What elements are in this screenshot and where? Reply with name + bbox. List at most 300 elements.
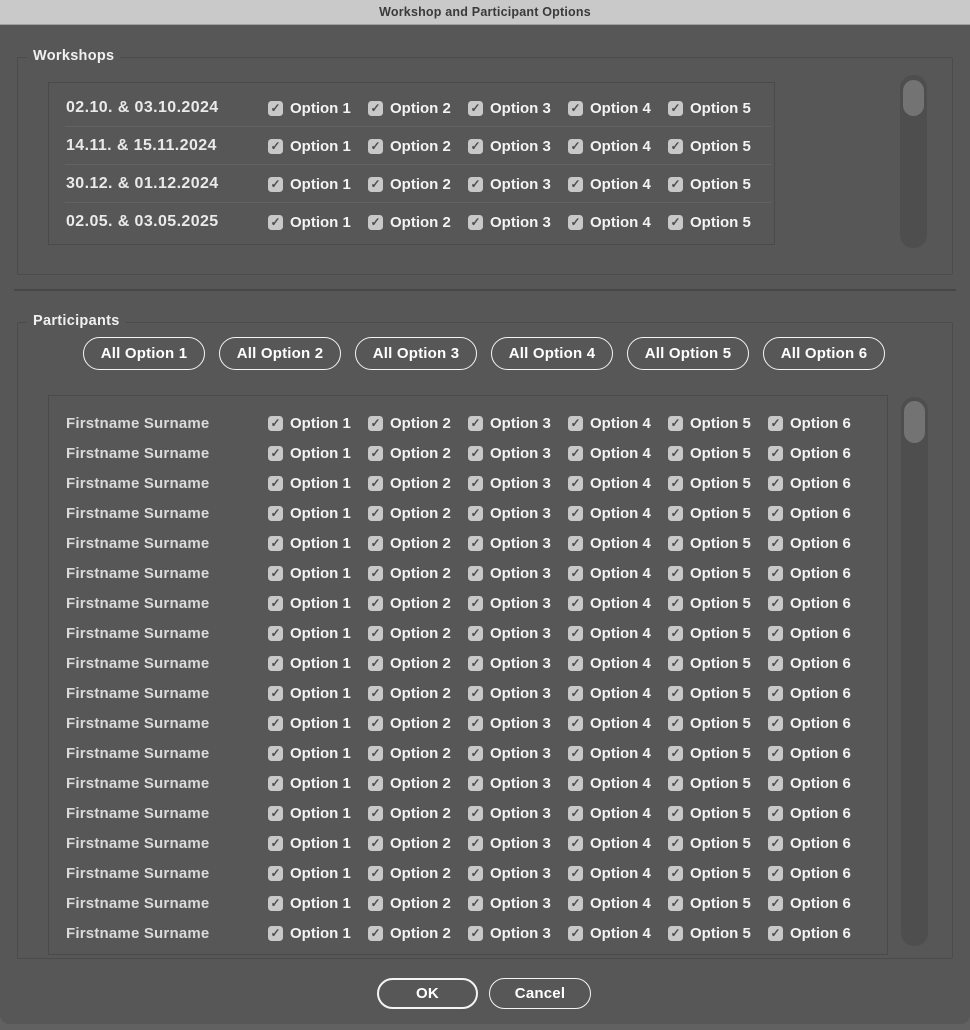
option-checkbox-item[interactable] xyxy=(268,925,368,942)
option-checkbox-item[interactable] xyxy=(268,505,368,522)
checkbox-checked-icon[interactable]: ✓ xyxy=(468,746,483,761)
checkbox-checked-icon[interactable]: ✓ xyxy=(468,806,483,821)
checkbox-checked-icon[interactable]: ✓ xyxy=(568,596,583,611)
option-checkbox-item[interactable] xyxy=(568,625,668,642)
checkbox-checked-icon[interactable]: ✓ xyxy=(268,476,283,491)
option-checkbox-item[interactable] xyxy=(468,625,568,642)
option-label: Option 1 xyxy=(290,564,351,582)
option-checkbox-item[interactable] xyxy=(368,895,468,912)
checkbox-checked-icon[interactable]: ✓ xyxy=(568,626,583,641)
checkbox-checked-icon[interactable]: ✓ xyxy=(368,596,383,611)
checkbox-checked-icon[interactable]: ✓ xyxy=(268,806,283,821)
checkbox-checked-icon[interactable]: ✓ xyxy=(468,626,483,641)
option-checkbox-item[interactable] xyxy=(268,415,368,432)
checkbox-checked-icon[interactable]: ✓ xyxy=(468,566,483,581)
option-checkbox-item[interactable] xyxy=(568,865,668,882)
checkbox-checked-icon[interactable]: ✓ xyxy=(468,101,483,116)
checkbox-checked-icon[interactable]: ✓ xyxy=(568,139,583,154)
option-checkbox-item[interactable] xyxy=(568,685,668,702)
checkbox-checked-icon[interactable]: ✓ xyxy=(668,177,683,192)
checkbox-checked-icon[interactable]: ✓ xyxy=(768,506,783,521)
option-label: Option 6 xyxy=(790,414,851,432)
participant-row xyxy=(49,858,887,888)
option-checkbox-item[interactable] xyxy=(268,475,368,492)
option-checkbox-item[interactable] xyxy=(668,925,768,942)
option-checkbox-item[interactable] xyxy=(368,176,468,193)
checkbox-checked-icon[interactable]: ✓ xyxy=(668,896,683,911)
option-checkbox-item[interactable] xyxy=(468,415,568,432)
checkbox-checked-icon[interactable]: ✓ xyxy=(568,566,583,581)
checkbox-checked-icon[interactable]: ✓ xyxy=(368,101,383,116)
all-option-button[interactable]: All Option 6 xyxy=(763,337,885,370)
checkbox-checked-icon[interactable]: ✓ xyxy=(368,896,383,911)
checkbox-checked-icon[interactable]: ✓ xyxy=(368,686,383,701)
option-checkbox-item[interactable] xyxy=(768,865,868,882)
checkbox-checked-icon[interactable]: ✓ xyxy=(768,566,783,581)
option-checkbox-item[interactable] xyxy=(268,685,368,702)
option-checkbox-item[interactable] xyxy=(368,415,468,432)
option-checkbox-item[interactable] xyxy=(568,775,668,792)
checkbox-checked-icon[interactable]: ✓ xyxy=(468,177,483,192)
option-checkbox-item[interactable] xyxy=(368,685,468,702)
checkbox-checked-icon[interactable]: ✓ xyxy=(668,536,683,551)
option-checkbox-item[interactable] xyxy=(468,595,568,612)
checkbox-checked-icon[interactable]: ✓ xyxy=(268,416,283,431)
checkbox-checked-icon[interactable]: ✓ xyxy=(568,177,583,192)
option-label: Option 5 xyxy=(690,774,751,792)
option-checkbox-item[interactable] xyxy=(568,100,668,117)
option-checkbox-item[interactable] xyxy=(268,865,368,882)
checkbox-checked-icon[interactable]: ✓ xyxy=(268,836,283,851)
option-checkbox-item[interactable] xyxy=(568,595,668,612)
option-checkbox-item[interactable] xyxy=(668,715,768,732)
checkbox-checked-icon[interactable]: ✓ xyxy=(368,716,383,731)
checkbox-checked-icon[interactable]: ✓ xyxy=(668,596,683,611)
checkbox-checked-icon[interactable]: ✓ xyxy=(668,686,683,701)
option-checkbox-item[interactable] xyxy=(368,865,468,882)
checkbox-checked-icon[interactable]: ✓ xyxy=(568,476,583,491)
option-checkbox-item[interactable] xyxy=(568,505,668,522)
checkbox-checked-icon[interactable]: ✓ xyxy=(368,776,383,791)
checkbox-checked-icon[interactable]: ✓ xyxy=(368,446,383,461)
checkbox-checked-icon[interactable]: ✓ xyxy=(368,866,383,881)
checkbox-checked-icon[interactable]: ✓ xyxy=(668,806,683,821)
checkbox-checked-icon[interactable]: ✓ xyxy=(468,716,483,731)
all-option-button[interactable]: All Option 2 xyxy=(219,337,341,370)
option-checkbox-item[interactable] xyxy=(668,865,768,882)
checkbox-checked-icon[interactable]: ✓ xyxy=(668,416,683,431)
option-checkbox-item[interactable] xyxy=(368,565,468,582)
checkbox-checked-icon[interactable]: ✓ xyxy=(268,746,283,761)
checkbox-checked-icon[interactable]: ✓ xyxy=(768,686,783,701)
checkbox-checked-icon[interactable]: ✓ xyxy=(368,566,383,581)
option-checkbox-item[interactable] xyxy=(668,745,768,762)
option-checkbox-item[interactable] xyxy=(568,535,668,552)
option-checkbox-item[interactable] xyxy=(368,595,468,612)
option-checkbox-item[interactable] xyxy=(668,595,768,612)
option-checkbox-item[interactable] xyxy=(668,565,768,582)
option-label: Option 1 xyxy=(290,175,351,193)
option-label: Option 1 xyxy=(290,504,351,522)
checkbox-checked-icon[interactable]: ✓ xyxy=(368,926,383,941)
option-checkbox-item[interactable] xyxy=(268,745,368,762)
participant-row xyxy=(49,648,887,678)
checkbox-checked-icon[interactable]: ✓ xyxy=(268,686,283,701)
checkbox-checked-icon[interactable]: ✓ xyxy=(568,836,583,851)
option-checkbox-item[interactable] xyxy=(468,865,568,882)
option-checkbox-item[interactable] xyxy=(468,138,568,155)
checkbox-checked-icon[interactable]: ✓ xyxy=(368,746,383,761)
checkbox-checked-icon[interactable]: ✓ xyxy=(668,776,683,791)
checkbox-checked-icon[interactable]: ✓ xyxy=(268,716,283,731)
option-checkbox-item[interactable] xyxy=(268,805,368,822)
option-checkbox-item[interactable] xyxy=(668,895,768,912)
all-option-button[interactable]: All Option 4 xyxy=(491,337,613,370)
checkbox-checked-icon[interactable]: ✓ xyxy=(268,656,283,671)
option-checkbox-item[interactable] xyxy=(368,535,468,552)
option-checkbox-item[interactable] xyxy=(268,775,368,792)
checkbox-checked-icon[interactable]: ✓ xyxy=(768,656,783,671)
checkbox-checked-icon[interactable]: ✓ xyxy=(368,656,383,671)
checkbox-checked-icon[interactable]: ✓ xyxy=(768,416,783,431)
option-label: Option 1 xyxy=(290,444,351,462)
checkbox-checked-icon[interactable]: ✓ xyxy=(668,866,683,881)
checkbox-checked-icon[interactable]: ✓ xyxy=(468,215,483,230)
workshop-date: 02.10. & 03.10.2024 xyxy=(66,99,219,116)
option-checkbox-item[interactable] xyxy=(468,445,568,462)
checkbox-checked-icon[interactable]: ✓ xyxy=(468,896,483,911)
option-checkbox-item[interactable] xyxy=(268,214,368,231)
checkbox-checked-icon[interactable]: ✓ xyxy=(768,476,783,491)
checkbox-checked-icon[interactable]: ✓ xyxy=(568,806,583,821)
checkbox-checked-icon[interactable]: ✓ xyxy=(568,776,583,791)
option-label: Option 6 xyxy=(790,684,851,702)
option-checkbox-item[interactable] xyxy=(468,775,568,792)
checkbox-checked-icon[interactable]: ✓ xyxy=(268,866,283,881)
checkbox-checked-icon[interactable]: ✓ xyxy=(368,177,383,192)
participant-row xyxy=(49,468,887,498)
option-checkbox-item[interactable] xyxy=(468,685,568,702)
option-checkbox-item[interactable] xyxy=(468,475,568,492)
participant-row xyxy=(49,888,887,918)
option-checkbox-item[interactable] xyxy=(768,595,868,612)
checkbox-checked-icon[interactable]: ✓ xyxy=(668,746,683,761)
checkbox-checked-icon[interactable]: ✓ xyxy=(568,716,583,731)
checkbox-checked-icon[interactable]: ✓ xyxy=(268,896,283,911)
option-checkbox-item[interactable] xyxy=(568,925,668,942)
option-checkbox-item[interactable] xyxy=(668,775,768,792)
option-label: Option 6 xyxy=(790,864,851,882)
checkbox-checked-icon[interactable]: ✓ xyxy=(268,926,283,941)
option-checkbox-item[interactable] xyxy=(368,445,468,462)
checkbox-checked-icon[interactable]: ✓ xyxy=(368,139,383,154)
option-checkbox-item[interactable] xyxy=(768,475,868,492)
option-checkbox-item[interactable] xyxy=(368,745,468,762)
option-checkbox-item[interactable] xyxy=(468,715,568,732)
cancel-button[interactable]: Cancel xyxy=(489,978,591,1009)
checkbox-checked-icon[interactable]: ✓ xyxy=(368,215,383,230)
checkbox-checked-icon[interactable]: ✓ xyxy=(368,476,383,491)
option-label: Option 2 xyxy=(390,99,451,117)
checkbox-checked-icon[interactable]: ✓ xyxy=(768,446,783,461)
option-checkbox-item[interactable] xyxy=(468,805,568,822)
checkbox-checked-icon[interactable]: ✓ xyxy=(368,836,383,851)
option-label: Option 6 xyxy=(790,594,851,612)
option-checkbox-item[interactable] xyxy=(468,176,568,193)
option-checkbox-item[interactable] xyxy=(268,138,368,155)
option-checkbox-item[interactable] xyxy=(368,138,468,155)
option-checkbox-item[interactable] xyxy=(568,745,668,762)
checkbox-checked-icon[interactable]: ✓ xyxy=(268,177,283,192)
ok-button[interactable]: OK xyxy=(377,978,478,1009)
option-checkbox-item[interactable] xyxy=(268,655,368,672)
checkbox-checked-icon[interactable]: ✓ xyxy=(768,716,783,731)
option-checkbox-item[interactable] xyxy=(568,445,668,462)
option-checkbox-item[interactable] xyxy=(368,925,468,942)
titlebar xyxy=(0,0,970,25)
option-checkbox-item[interactable] xyxy=(668,176,768,193)
option-checkbox-item[interactable] xyxy=(468,895,568,912)
option-checkbox-item[interactable] xyxy=(468,100,568,117)
option-label: Option 4 xyxy=(590,137,651,155)
option-checkbox-item[interactable] xyxy=(768,745,868,762)
option-checkbox-item[interactable] xyxy=(568,715,668,732)
participant-name: Firstname Surname xyxy=(66,774,210,792)
option-checkbox-item[interactable] xyxy=(368,835,468,852)
checkbox-checked-icon[interactable]: ✓ xyxy=(568,506,583,521)
option-label: Option 5 xyxy=(690,213,751,231)
option-checkbox-item[interactable] xyxy=(668,835,768,852)
option-checkbox-item[interactable] xyxy=(468,505,568,522)
option-checkbox-item[interactable] xyxy=(268,895,368,912)
option-checkbox-item[interactable] xyxy=(568,565,668,582)
workshop-row xyxy=(49,127,774,165)
checkbox-checked-icon[interactable]: ✓ xyxy=(768,926,783,941)
checkbox-checked-icon[interactable]: ✓ xyxy=(468,596,483,611)
checkbox-checked-icon[interactable]: ✓ xyxy=(268,506,283,521)
option-checkbox-item[interactable] xyxy=(668,415,768,432)
participants-scrollbar-track[interactable] xyxy=(901,397,928,946)
checkbox-checked-icon[interactable]: ✓ xyxy=(468,686,483,701)
checkbox-checked-icon[interactable]: ✓ xyxy=(568,866,583,881)
option-checkbox-item[interactable] xyxy=(768,415,868,432)
checkbox-checked-icon[interactable]: ✓ xyxy=(668,926,683,941)
option-checkbox-item[interactable] xyxy=(368,655,468,672)
option-checkbox-item[interactable] xyxy=(768,655,868,672)
option-checkbox-item[interactable] xyxy=(768,715,868,732)
option-checkbox-item[interactable] xyxy=(768,895,868,912)
option-checkbox-item[interactable] xyxy=(368,715,468,732)
option-checkbox-item[interactable] xyxy=(668,445,768,462)
checkbox-checked-icon[interactable]: ✓ xyxy=(268,446,283,461)
option-checkbox-item[interactable] xyxy=(468,214,568,231)
option-checkbox-item[interactable] xyxy=(568,895,668,912)
option-label: Option 1 xyxy=(290,714,351,732)
option-checkbox-item[interactable] xyxy=(268,445,368,462)
checkbox-checked-icon[interactable]: ✓ xyxy=(568,896,583,911)
workshops-scrollbar-thumb[interactable] xyxy=(903,80,924,116)
checkbox-checked-icon[interactable]: ✓ xyxy=(468,446,483,461)
option-checkbox-item[interactable] xyxy=(668,805,768,822)
option-checkbox-item[interactable] xyxy=(768,685,868,702)
option-checkbox-item[interactable] xyxy=(568,475,668,492)
checkbox-checked-icon[interactable]: ✓ xyxy=(368,416,383,431)
option-checkbox-item[interactable] xyxy=(568,138,668,155)
option-checkbox-item[interactable] xyxy=(668,685,768,702)
checkbox-checked-icon[interactable]: ✓ xyxy=(468,866,483,881)
checkbox-checked-icon[interactable]: ✓ xyxy=(468,776,483,791)
checkbox-checked-icon[interactable]: ✓ xyxy=(368,626,383,641)
option-checkbox-item[interactable] xyxy=(668,535,768,552)
checkbox-checked-icon[interactable]: ✓ xyxy=(668,446,683,461)
option-label: Option 1 xyxy=(290,774,351,792)
checkbox-checked-icon[interactable]: ✓ xyxy=(768,536,783,551)
option-label: Option 4 xyxy=(590,444,651,462)
option-checkbox-item[interactable] xyxy=(368,625,468,642)
checkbox-checked-icon[interactable]: ✓ xyxy=(268,566,283,581)
option-checkbox-item[interactable] xyxy=(668,655,768,672)
checkbox-checked-icon[interactable]: ✓ xyxy=(768,746,783,761)
option-checkbox-item[interactable] xyxy=(568,805,668,822)
option-checkbox-item[interactable] xyxy=(368,100,468,117)
all-option-button[interactable]: All Option 5 xyxy=(627,337,749,370)
checkbox-checked-icon[interactable]: ✓ xyxy=(668,476,683,491)
checkbox-checked-icon[interactable]: ✓ xyxy=(468,536,483,551)
option-checkbox-item[interactable] xyxy=(268,100,368,117)
option-checkbox-item[interactable] xyxy=(368,805,468,822)
checkbox-checked-icon[interactable]: ✓ xyxy=(668,836,683,851)
option-checkbox-item[interactable] xyxy=(768,565,868,582)
checkbox-checked-icon[interactable]: ✓ xyxy=(668,101,683,116)
checkbox-checked-icon[interactable]: ✓ xyxy=(768,806,783,821)
option-label: Option 4 xyxy=(590,654,651,672)
checkbox-checked-icon[interactable]: ✓ xyxy=(568,416,583,431)
checkbox-checked-icon[interactable]: ✓ xyxy=(268,626,283,641)
option-checkbox-item[interactable] xyxy=(268,835,368,852)
checkbox-checked-icon[interactable]: ✓ xyxy=(368,536,383,551)
participants-scrollbar-thumb[interactable] xyxy=(904,401,925,443)
option-checkbox-item[interactable] xyxy=(768,775,868,792)
checkbox-checked-icon[interactable]: ✓ xyxy=(568,926,583,941)
option-checkbox-item[interactable] xyxy=(468,745,568,762)
option-label: Option 4 xyxy=(590,864,651,882)
option-checkbox-item[interactable] xyxy=(368,214,468,231)
option-checkbox-item[interactable] xyxy=(468,655,568,672)
option-checkbox-item[interactable] xyxy=(468,835,568,852)
checkbox-checked-icon[interactable]: ✓ xyxy=(568,446,583,461)
option-checkbox-item[interactable] xyxy=(568,415,668,432)
option-checkbox-item[interactable] xyxy=(268,535,368,552)
option-checkbox-item[interactable] xyxy=(668,475,768,492)
option-checkbox-item[interactable] xyxy=(768,805,868,822)
participant-name: Firstname Surname xyxy=(66,414,210,432)
option-checkbox-item[interactable] xyxy=(768,835,868,852)
checkbox-checked-icon[interactable]: ✓ xyxy=(568,215,583,230)
checkbox-checked-icon[interactable]: ✓ xyxy=(768,866,783,881)
checkbox-checked-icon[interactable]: ✓ xyxy=(268,215,283,230)
checkbox-checked-icon[interactable]: ✓ xyxy=(568,746,583,761)
option-checkbox-item[interactable] xyxy=(268,176,368,193)
checkbox-checked-icon[interactable]: ✓ xyxy=(468,416,483,431)
option-checkbox-item[interactable] xyxy=(368,475,468,492)
checkbox-checked-icon[interactable]: ✓ xyxy=(768,776,783,791)
option-label: Option 3 xyxy=(490,654,551,672)
checkbox-checked-icon[interactable]: ✓ xyxy=(668,506,683,521)
option-label: Option 5 xyxy=(690,804,751,822)
option-checkbox-item[interactable] xyxy=(668,138,768,155)
option-checkbox-item[interactable] xyxy=(768,445,868,462)
checkbox-checked-icon[interactable]: ✓ xyxy=(768,836,783,851)
option-checkbox-item[interactable] xyxy=(768,535,868,552)
checkbox-checked-icon[interactable]: ✓ xyxy=(768,596,783,611)
option-checkbox-item[interactable] xyxy=(268,715,368,732)
option-checkbox-item[interactable] xyxy=(768,625,868,642)
checkbox-checked-icon[interactable]: ✓ xyxy=(668,716,683,731)
checkbox-checked-icon[interactable]: ✓ xyxy=(668,139,683,154)
all-option-button[interactable]: All Option 1 xyxy=(83,337,205,370)
checkbox-checked-icon[interactable]: ✓ xyxy=(468,139,483,154)
option-label: Option 3 xyxy=(490,744,551,762)
option-checkbox-item[interactable] xyxy=(568,214,668,231)
option-checkbox-item[interactable] xyxy=(268,565,368,582)
option-checkbox-item[interactable] xyxy=(368,775,468,792)
checkbox-checked-icon[interactable]: ✓ xyxy=(568,656,583,671)
checkbox-checked-icon[interactable]: ✓ xyxy=(668,566,683,581)
checkbox-checked-icon[interactable]: ✓ xyxy=(668,656,683,671)
checkbox-checked-icon[interactable]: ✓ xyxy=(468,836,483,851)
checkbox-checked-icon[interactable]: ✓ xyxy=(468,656,483,671)
checkbox-checked-icon[interactable]: ✓ xyxy=(468,476,483,491)
option-checkbox-item[interactable] xyxy=(668,625,768,642)
option-label: Option 2 xyxy=(390,444,451,462)
checkbox-checked-icon[interactable]: ✓ xyxy=(468,506,483,521)
checkbox-checked-icon[interactable]: ✓ xyxy=(768,626,783,641)
checkbox-checked-icon[interactable]: ✓ xyxy=(668,626,683,641)
checkbox-checked-icon[interactable]: ✓ xyxy=(268,596,283,611)
option-checkbox-item[interactable] xyxy=(268,625,368,642)
participant-name: Firstname Surname xyxy=(66,504,210,522)
checkbox-checked-icon[interactable]: ✓ xyxy=(368,506,383,521)
checkbox-checked-icon[interactable]: ✓ xyxy=(268,101,283,116)
participant-row xyxy=(49,438,887,468)
option-checkbox-item[interactable] xyxy=(668,505,768,522)
option-checkbox-item[interactable] xyxy=(568,655,668,672)
checkbox-checked-icon[interactable]: ✓ xyxy=(368,806,383,821)
checkbox-checked-icon[interactable]: ✓ xyxy=(268,536,283,551)
checkbox-checked-icon[interactable]: ✓ xyxy=(768,896,783,911)
option-checkbox-item[interactable] xyxy=(568,835,668,852)
checkbox-checked-icon[interactable]: ✓ xyxy=(568,101,583,116)
option-checkbox-item[interactable] xyxy=(568,176,668,193)
checkbox-checked-icon[interactable]: ✓ xyxy=(268,776,283,791)
checkbox-checked-icon[interactable]: ✓ xyxy=(568,686,583,701)
option-checkbox-item[interactable] xyxy=(468,565,568,582)
checkbox-checked-icon[interactable]: ✓ xyxy=(468,926,483,941)
option-checkbox-item[interactable] xyxy=(268,595,368,612)
option-checkbox-item[interactable] xyxy=(768,925,868,942)
option-checkbox-item[interactable] xyxy=(668,214,768,231)
all-option-button[interactable]: All Option 3 xyxy=(355,337,477,370)
checkbox-checked-icon[interactable]: ✓ xyxy=(268,139,283,154)
checkbox-checked-icon[interactable]: ✓ xyxy=(668,215,683,230)
option-checkbox-item[interactable] xyxy=(668,100,768,117)
option-checkbox-item[interactable] xyxy=(468,535,568,552)
option-checkbox-item[interactable] xyxy=(468,925,568,942)
checkbox-checked-icon[interactable]: ✓ xyxy=(568,536,583,551)
option-checkbox-item[interactable] xyxy=(768,505,868,522)
option-checkbox-item[interactable] xyxy=(368,505,468,522)
option-label: Option 1 xyxy=(290,594,351,612)
